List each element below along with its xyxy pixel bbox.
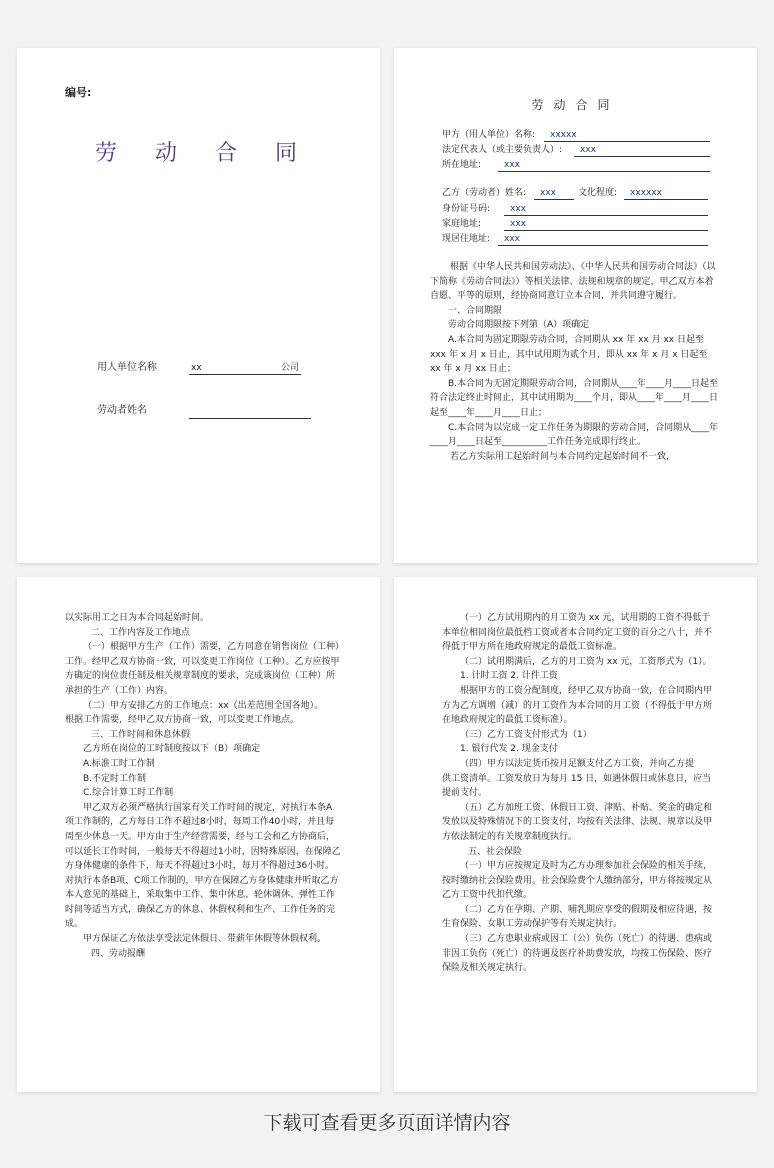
partyB-value: xxx	[504, 234, 520, 244]
partyA-value: xxx	[580, 145, 596, 155]
partyB-value: xxx	[510, 204, 526, 214]
worker-label: 劳动者姓名	[97, 405, 147, 416]
intro-paragraph: 根据《中华人民共和国劳动法》、《中华人民共和国劳动合同法》（以下简称《劳动合同法》）等相关法律、法规和规章的规定，甲乙双方本着自愿、平等的原则，经协商同意订立本合同，并共同遵守履行。	[430, 262, 716, 302]
partyA-label: 法定代表人（或主要负责人）:	[442, 145, 563, 155]
partyB-label: 现居住地址:	[442, 234, 491, 244]
paragraph: （三）乙方患职业病或因工（公）负伤（死亡）的待遇、患病或非因工负伤（死亡）的待遇及医疗补助费发放，均按工伤保险、医疗保险及相关规定执行。	[442, 934, 713, 974]
page-3-body	[65, 611, 341, 961]
party-b-edu-value: xxxxxx	[630, 188, 662, 198]
paragraph: 甲乙双方必须严格执行国家有关工作时间的规定，对执行本条A项工作制的，乙方每日工作不超过8小时，每周工作40小时，并且每周至少休息一天。甲方由于生产经营需要，经与工会和乙方协商后，可以延长工作时间，一般每天不得超过1小时，因特殊原因，在保障乙方身体健康的条件下，每天不得超过3小时，每月不得超过36小时。对执行本条B项、C项工作制的，甲方在保障乙方身体健康并听取乙方本人意见的基础上，采取集中工作、集中休息、轮休调休、弹性工作时间等适当方式，确保乙方的休息、休假权利和生产、工作任务的完成。	[65, 802, 341, 930]
paragraph: A.标准工时工作制	[83, 758, 155, 769]
paragraph: 供工资清单。工资发放日为每月 15 日，如遇休假日或休息日，应当提前支付。	[442, 773, 712, 799]
employer-suffix: 公司	[281, 363, 300, 373]
paragraph: （二）乙方在孕期、产期、哺乳期应享受的假期及相应待遇，按生育保险、女职工劳动保护等有关规定执行。	[442, 904, 713, 930]
party-b-edu-label: 文化程度:	[578, 188, 618, 198]
party-b-name-line	[534, 199, 574, 200]
partyB-value: xxx	[510, 219, 526, 229]
contract-body	[430, 260, 720, 464]
paragraph: （一）甲方应按规定及时为乙方办理参加社会保险的相关手续，按时缴纳社会保险费用。社会保险费个人缴纳部分，甲方将按规定从乙方工资中代扣代缴。	[442, 861, 713, 901]
paragraph: （一）乙方试用期内的月工资为 xx 元，试用期的工资不得低于本单位相同岗位最低档工资或者本合同约定工资的百分之八十，并不得低于甲方所在地政府规定的最低工资标准。	[442, 613, 713, 653]
paragraph: 1. 计时工资 2. 计件工资	[460, 671, 558, 682]
paragraph: 四、劳动报酬	[91, 948, 146, 959]
partyA-label: 所在地址:	[442, 160, 482, 170]
paragraph: （一）根据甲方生产（工作）需要，乙方同意在销售岗位（工种）工作。经甲乙双方协商一致，可以变更工作岗位（工种）。乙方应按甲方确定的岗位责任制及相关规章制度的要求，完成该岗位（工种）所承担的生产（工作）内容。	[65, 642, 340, 696]
paragraph: 根据工作需要，经甲乙双方协商一致，可以变更工作地点。	[65, 715, 300, 726]
partyA-underline	[574, 156, 710, 157]
partyA-underline	[544, 141, 710, 142]
contract-page-3	[17, 577, 380, 1092]
paragraph: 甲方保证乙方依法享受法定休假日、带薪年休假等休假权利。	[83, 934, 327, 945]
partyA-value: xxx	[504, 160, 520, 170]
paragraph: 五、社会保险	[468, 846, 523, 857]
paragraph: （三）乙方工资支付形式为（1）	[460, 729, 592, 740]
party-b-name-value: xxx	[540, 188, 556, 198]
paragraph: （二）试用期满后，乙方的月工资为 xx 元，工资形式为（1）。	[460, 656, 712, 667]
partyA-underline	[498, 171, 710, 172]
term-intro: 劳动合同期限按下列第（A）项确定	[448, 320, 590, 331]
paragraph: 以实际用工之日为本合同起始时间。	[65, 613, 210, 623]
partyB-label: 身份证号码:	[442, 204, 491, 214]
paragraph: C.综合计算工时工作制	[83, 788, 174, 799]
term-option-a: A.本合同为固定期限劳动合同，合同期从 xx 年 xx 月 xx 日起至 xxx 年 x 月 x 日止，其中试用期为贰个月，即从 xx 年 x 月 x 日起至 xx 年 x 月 xx 日止；	[430, 334, 708, 375]
paragraph: B.不定时工作制	[83, 773, 147, 784]
download-more-banner[interactable]: 下载可查看更多页面详情内容	[263, 1112, 511, 1134]
paragraph: 乙方所在岗位的工时制度按以下（B）项确定	[83, 744, 261, 755]
cover-page	[17, 48, 380, 563]
paragraph: （二）甲方安排乙方的工作地点：xx（出差范围全国各地）。	[83, 700, 324, 711]
contract-number-label: 编号:	[65, 86, 92, 99]
paragraph: （五）乙方加班工资、休假日工资、津贴、补贴、奖金的确定和发放以及特殊情况下的工资支付，均按有关法律、法规、规章以及甲方依法制定的有关规章制度执行。	[442, 802, 713, 842]
party-b-edu-line	[624, 199, 708, 200]
term-option-c: C.本合同为以完成一定工作任务为期限的劳动合同，合同期从____年____月____日起至__________工作任务完成即行终止。	[430, 422, 719, 448]
paragraph: 二、工作内容及工作地点	[91, 627, 191, 638]
party-b-name-label: 乙方（劳动者）姓名:	[442, 188, 527, 198]
section-1-heading: 一、合同期限	[448, 305, 503, 316]
partyB-underline	[504, 215, 708, 216]
paragraph: 根据甲方的工资分配制度，经甲乙双方协商一致，在合同期内甲方为乙方调增（减）的月工资作为本合同的月工资（不得低于甲方所在地政府规定的最低工资标准）。	[442, 685, 713, 726]
partyA-value: xxxxx	[550, 130, 577, 140]
contract-page-4	[394, 577, 757, 1092]
partyA-label: 甲方（用人单位）名称:	[442, 130, 536, 140]
employer-label: 用人单位名称	[97, 362, 157, 373]
cover-title: 劳动合同	[95, 141, 336, 166]
employer-value: xx	[191, 363, 202, 373]
paragraph: 1. 银行代发 2. 现金支付	[460, 744, 558, 755]
page-title: 劳动合同	[531, 98, 620, 112]
term-note: 若乙方实际用工起始时间与本合同约定起始时间不一致，	[450, 451, 676, 462]
term-option-b: B.本合同为无固定期限劳动合同，合同期从____年____月____日起至符合法定终止时间止，其中试用期为____个月，即从____年____月____日起至____年____月____日止；	[430, 378, 719, 418]
partyB-underline	[498, 245, 708, 246]
contract-page-2	[394, 48, 757, 563]
page-4-body	[442, 611, 714, 976]
paragraph: 三、工作时间和休息休假	[91, 729, 191, 740]
partyB-underline	[504, 230, 708, 231]
worker-line	[189, 418, 311, 419]
paragraph: （四）甲方以法定货币按月足额支付乙方工资，并向乙方提	[460, 758, 695, 769]
partyB-label: 家庭地址:	[442, 219, 482, 229]
